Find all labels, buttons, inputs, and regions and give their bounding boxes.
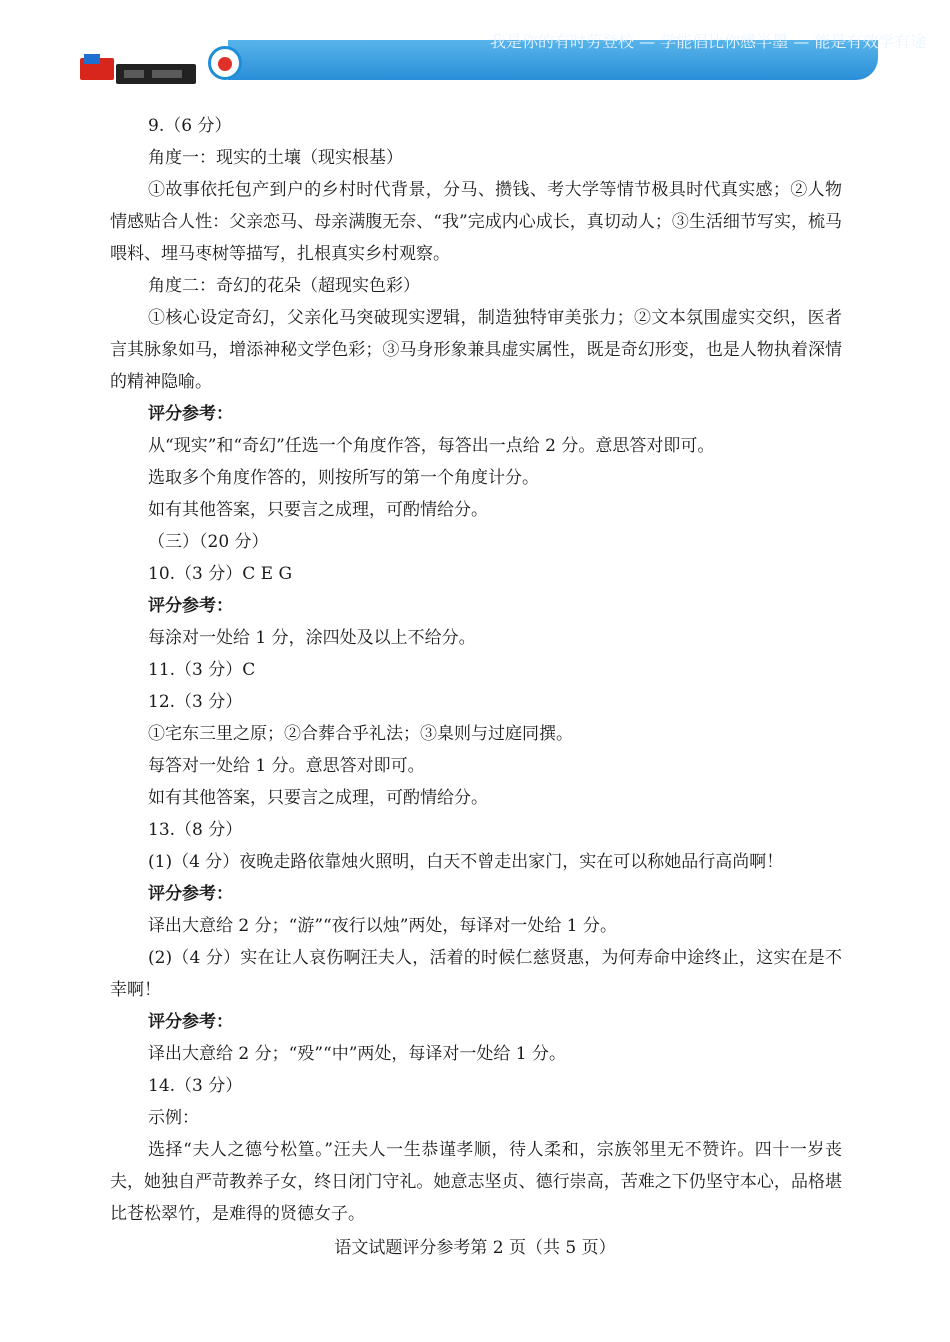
answer-line: 10.（3 分）C E G (148, 564, 293, 584)
header-banner (80, 32, 927, 84)
answer-line: ①故事依托包产到户的乡村时代背景，分马、攒钱、考大学等情节极具时代真实感；②人物情感贴合人性：父亲恋马、母亲满腹无奈、“我”完成内心成长，真切动人；③生活细节写实，梳马喂料、埋马枣树等描写，扎根真实乡村观察。 (110, 180, 842, 264)
answer-line: ①核心设定奇幻，父亲化马突破现实逻辑，制造独特审美张力；②文本氛围虚实交织，医者言其脉象如马，增添神秘文学色彩；③马身形象兼具虚实属性，既是奇幻形变，也是人物执着深情的精神隐喻。 (110, 308, 842, 392)
answer-content (110, 110, 842, 1230)
answer-line: 如有其他答案，只要言之成理，可酌情给分。 (148, 500, 488, 520)
answer-line: 每涂对一处给 1 分，涂四处及以上不给分。 (148, 628, 476, 648)
scoring-reference-heading: 评分参考： (148, 1012, 233, 1032)
answer-line: 12.（3 分） (148, 692, 243, 712)
answer-line: ①宅东三里之原；②合葬合乎礼法；③臬则与过庭同撰。 (148, 724, 573, 744)
answer-line: 每答对一处给 1 分。意思答对即可。 (148, 756, 425, 776)
answer-line: 14.（3 分） (148, 1076, 243, 1096)
header-slogan: 我是你的有时劳登校 — 学能倡比你感半墨 — 能是有效学有途 (490, 32, 927, 51)
answer-line: 选择“夫人之德兮松篁。”汪夫人一生恭谨孝顺，待人柔和，宗族邻里无不赞许。四十一岁丧夫，她独自严苛教养子女，终日闭门守礼。她意志坚贞、德行崇高，苦难之下仍坚守本心，品格堪比苍松翠竹，是难得的贤德女子。 (110, 1140, 842, 1224)
answer-line: 11.（3 分）C (148, 660, 256, 680)
answer-line: (1)（4 分）夜晚走路依靠烛火照明，白天不曾走出家门，实在可以称她品行高尚啊！ (148, 852, 784, 872)
brand-logo (80, 54, 198, 84)
answer-line: （三）（20 分） (148, 532, 269, 552)
answer-line: 从“现实”和“奇幻”任选一个角度作答，每答出一点给 2 分。意思答对即可。 (148, 436, 715, 456)
answer-line: 角度一：现实的土壤（现实根基） (148, 148, 403, 168)
answer-line: (2)（4 分）实在让人哀伤啊汪夫人，活着的时候仁慈贤惠，为何寿命中途终止，这实在是不幸啊！ (110, 948, 842, 1000)
logo-blue-block (84, 54, 100, 64)
scoring-reference-heading: 评分参考： (148, 404, 233, 424)
answer-line: 如有其他答案，只要言之成理，可酌情给分。 (148, 788, 488, 808)
answer-line: 选取多个角度作答的，则按所写的第一个角度计分。 (148, 468, 539, 488)
header-bar (228, 32, 927, 80)
answer-line: 译出大意给 2 分；“游”“夜行以烛”两处，每译对一处给 1 分。 (148, 916, 618, 936)
badge-icon (208, 46, 242, 80)
answer-line: 示例： (148, 1108, 199, 1128)
answer-line: 角度二：奇幻的花朵（超现实色彩） (148, 276, 420, 296)
answer-line: 9.（6 分） (148, 116, 232, 136)
logo-dark-block (116, 64, 196, 84)
scoring-reference-heading: 评分参考： (148, 596, 233, 616)
answer-line: 13.（8 分） (148, 820, 243, 840)
page-footer: 语文试题评分参考第 2 页（共 5 页） (334, 1238, 616, 1258)
scoring-reference-heading: 评分参考： (148, 884, 233, 904)
answer-line: 译出大意给 2 分；“殁”“中”两处，每译对一处给 1 分。 (148, 1044, 567, 1064)
